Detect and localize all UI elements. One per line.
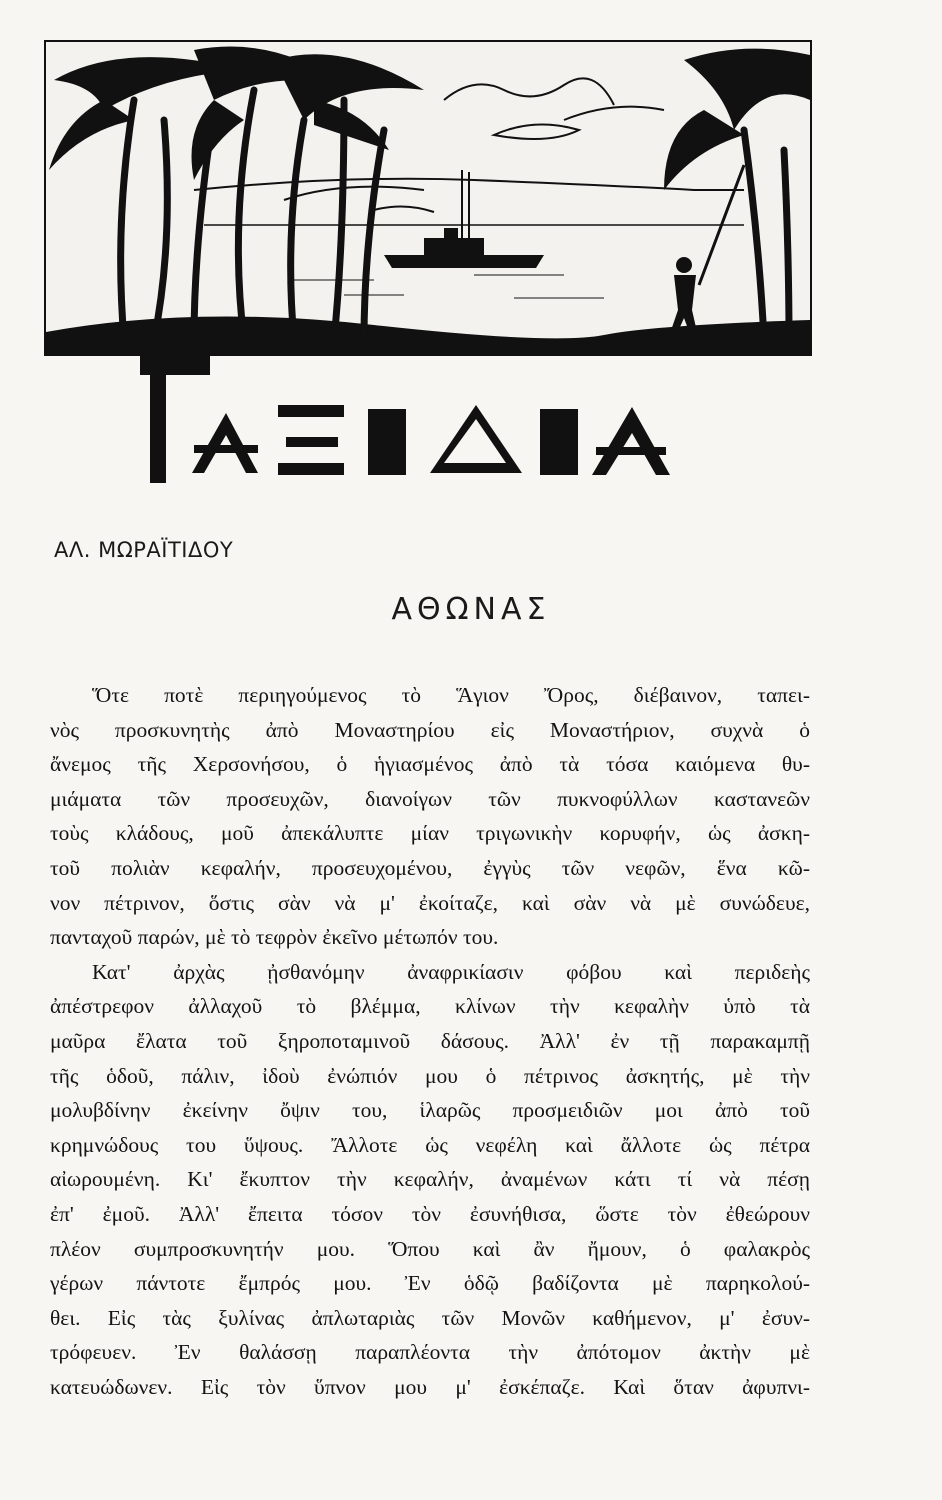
paragraph-2 (50, 955, 810, 1405)
text-line: κρημνώδους του ὕψους. Ἄλλοτε ὡς νεφέλη καὶ ἄλλοτε ὡς πέτρα (50, 1132, 810, 1157)
text-line: ἐπ' ἐμοῦ. Ἀλλ' ἔπειτα τόσον τὸν ἐσυνήθισα, ὥστε τὸν ἐθεώρουν (50, 1201, 810, 1226)
palm-seascape-drawing (44, 40, 812, 356)
text-line: τρόφευεν. Ἐν θαλάσσῃ παραπλέοντα τὴν ἀπότομον ἀκτὴν μὲ (50, 1340, 810, 1365)
text-line: κατευώδωνεν. Εἰς τὸν ὕπνον μου μ' ἐσκέπαζε. Καὶ ὅταν ἀφυπνι- (50, 1374, 810, 1399)
text-line: μιάματα τῶν προσευχῶν, διανοίγων τῶν πυκνοφύλλων καστανεῶν (50, 786, 810, 811)
text-line: αἰωρουμένη. Κι' ἔκυπτον τὴν κεφαλήν, ἀναμένων κάτι τί νὰ πέσῃ (50, 1167, 810, 1192)
text-line: ἀπέστρεφον ἀλλαχοῦ τὸ βλέμμα, κλίνων τὴν κεφαλὴν ὑπὸ τὰ (50, 994, 810, 1019)
text-line: πλέον συμπροσκυνητήν μου. Ὅπου καὶ ἂν ἤμουν, ὁ φαλακρὸς (50, 1236, 810, 1261)
text-line: Ὅτε ποτὲ περιηγούμενος τὸ Ἅγιον Ὄρος, διέβαινον, ταπει- (92, 683, 810, 707)
text-line: νον πέτρινον, ὅστις σὰν νὰ μ' ἐκοίταζε, καὶ σὰν νὰ μὲ συνώδευε, (50, 890, 810, 915)
section-title-lettering (140, 345, 740, 485)
text-line: νὸς προσκυνητὴς ἀπὸ Μοναστηρίου εἰς Μοναστήριον, συχνὰ ὁ (50, 717, 810, 742)
text-line: τῆς ὁδοῦ, πάλιν, ἰδοὺ ἐνώπιόν μου ὁ πέτρινος ἀσκητής, μὲ τὴν (50, 1063, 810, 1088)
text-line: μαῦρα ἔλατα τοῦ ξηροποταμινοῦ δάσους. Ἀλλ' ἐν τῇ παρακαμπῇ (50, 1028, 810, 1053)
text-line: γέρων πάντοτε ἔμπρός μου. Ἐν ὁδῷ βαδίζοντα μὲ παρηκολού- (50, 1271, 810, 1296)
text-line: τοὺς κλάδους, μοῦ ἀπεκάλυπτε μίαν τριγωνικὴν κορυφήν, ὡς ἀσκη- (50, 821, 810, 846)
text-line: θει. Εἰς τὰς ξυλίνας ἀπλωταριὰς τῶν Μονῶν καθήμενον, μ' ἐσυν- (50, 1305, 810, 1330)
text-line: ἄνεμος τῆς Χερσονήσου, ὁ ἡγιασμένος ἀπὸ τὰ τόσα καιόμενα θυ- (50, 752, 810, 777)
header-illustration (44, 40, 812, 356)
text-line: τοῦ πολιὰν κεφαλήν, προσευχομένου, ἐγγὺς τῶν νεφῶν, ἕνα κῶ- (50, 855, 810, 880)
text-line: πανταχοῦ παρών, μὲ τὸ τεφρὸν ἐκεῖνο μέτωπόν του. (50, 925, 499, 950)
author-name: ΑΛ. ΜΩΡΑΪΤΙΔΟΥ (54, 538, 234, 562)
article-body (50, 678, 810, 1404)
paragraph-1 (50, 678, 810, 955)
text-line: Κατ' ἀρχὰς ᾐσθανόμην ἀναφρικίασιν φόβου καὶ περιδεὴς (92, 959, 810, 984)
text-line: μολυβδίνην ἐκείνην ὄψιν του, ἱλαρῶς προσμειδιῶν μοι ἀπὸ τοῦ (50, 1098, 810, 1123)
article-title: ΑΘΩΝΑΣ (391, 592, 551, 627)
